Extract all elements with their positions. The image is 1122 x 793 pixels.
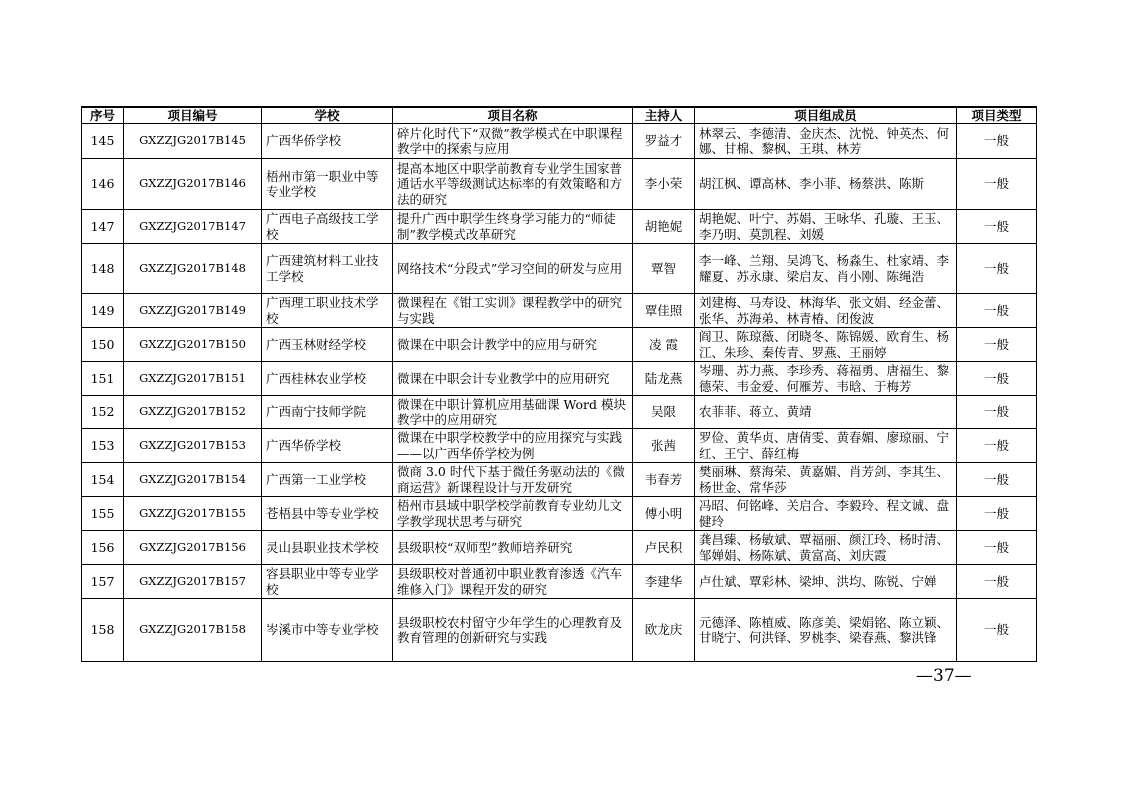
page-number: —37— (916, 666, 972, 686)
cell-school: 广西理工职业技术学校 (262, 294, 393, 328)
cell-host: 吴限 (633, 396, 695, 429)
table-row (82, 210, 1037, 244)
cell-index: 149 (82, 294, 124, 328)
cell-members: 卢仕斌、覃彩林、梁坤、洪均、陈锐、宁婵 (695, 565, 957, 599)
cell-project-code: GXZZJG2017B146 (124, 159, 262, 210)
cell-project-name: 微课程在《钳工实训》课程教学中的研究与实践 (393, 294, 633, 328)
cell-project-type: 一般 (957, 362, 1037, 396)
cell-members: 农菲菲、蒋立、黄靖 (695, 396, 957, 429)
cell-host: 覃佳照 (633, 294, 695, 328)
cell-project-name: 网络技术“分段式”学习空间的研发与应用 (393, 244, 633, 294)
table-row (82, 599, 1037, 662)
cell-project-code: GXZZJG2017B155 (124, 497, 262, 531)
cell-school: 广西桂林农业学校 (262, 362, 393, 396)
cell-members: 冯昭、何铭峰、关启合、李毅玲、程文诚、盘健玲 (695, 497, 957, 531)
cell-host: 李小荣 (633, 159, 695, 210)
table-row (82, 565, 1037, 599)
cell-index: 158 (82, 599, 124, 662)
cell-members: 胡艳妮、叶宁、苏娟、王咏华、孔璇、王玉、李乃明、莫凯程、刘媛 (695, 210, 957, 244)
cell-project-type: 一般 (957, 497, 1037, 531)
cell-project-code: GXZZJG2017B153 (124, 429, 262, 463)
cell-project-type: 一般 (957, 599, 1037, 662)
table-row (82, 328, 1037, 362)
cell-project-name: 梧州市县域中职学校学前教育专业幼儿文学教学现状思考与研究 (393, 497, 633, 531)
cell-school: 岑溪市中等专业学校 (262, 599, 393, 662)
table-row (82, 124, 1037, 159)
header-members: 项目组成员 (695, 107, 957, 124)
cell-index: 157 (82, 565, 124, 599)
cell-project-type: 一般 (957, 429, 1037, 463)
header-host: 主持人 (633, 107, 695, 124)
table-row (82, 294, 1037, 328)
cell-index: 153 (82, 429, 124, 463)
cell-index: 146 (82, 159, 124, 210)
table-body (82, 124, 1037, 662)
cell-school: 灵山县职业技术学校 (262, 531, 393, 565)
cell-members: 李一峰、兰翔、吴鸿飞、杨淼生、杜家靖、李耀夏、苏永康、梁启友、肖小刚、陈绳浩 (695, 244, 957, 294)
cell-project-name: 提高本地区中职学前教育专业学生国家普通话水平等级测试达标率的有效策略和方法的研究 (393, 159, 633, 210)
cell-host: 傅小明 (633, 497, 695, 531)
cell-project-code: GXZZJG2017B154 (124, 463, 262, 497)
cell-project-type: 一般 (957, 396, 1037, 429)
cell-members: 罗俭、黄华贞、唐倩雯、黄春媚、廖琼丽、宁红、王宁、薛红梅 (695, 429, 957, 463)
cell-project-name: 提升广西中职学生终身学习能力的“师徒制”教学模式改革研究 (393, 210, 633, 244)
cell-members: 岑珊、苏力燕、李珍秀、蒋福勇、唐福生、黎德荣、韦金爱、何雁芳、韦晗、于梅芳 (695, 362, 957, 396)
cell-host: 韦春芳 (633, 463, 695, 497)
header-project-code: 项目编号 (124, 107, 262, 124)
cell-index: 156 (82, 531, 124, 565)
cell-host: 卢民积 (633, 531, 695, 565)
cell-project-code: GXZZJG2017B156 (124, 531, 262, 565)
cell-project-code: GXZZJG2017B158 (124, 599, 262, 662)
table-header (82, 107, 1037, 124)
header-school: 学校 (262, 107, 393, 124)
project-list-table (81, 106, 1037, 662)
table-row (82, 396, 1037, 429)
cell-members: 胡江枫、谭高林、李小菲、杨蔡洪、陈斯 (695, 159, 957, 210)
cell-project-type: 一般 (957, 124, 1037, 159)
cell-school: 广西南宁技师学院 (262, 396, 393, 429)
cell-members: 林翠云、李德清、金庆杰、沈悦、钟英杰、何娜、甘棉、黎枫、王琪、林芳 (695, 124, 957, 159)
cell-project-type: 一般 (957, 294, 1037, 328)
table-row (82, 244, 1037, 294)
cell-project-type: 一般 (957, 463, 1037, 497)
cell-index: 152 (82, 396, 124, 429)
header-project-type: 项目类型 (957, 107, 1037, 124)
cell-school: 容县职业中等专业学校 (262, 565, 393, 599)
cell-host: 陆龙燕 (633, 362, 695, 396)
cell-school: 广西建筑材料工业技工学校 (262, 244, 393, 294)
cell-index: 147 (82, 210, 124, 244)
cell-project-name: 微课在中职学校教学中的应用探究与实践——以广西华侨学校为例 (393, 429, 633, 463)
cell-index: 154 (82, 463, 124, 497)
header-row (82, 107, 1037, 124)
cell-index: 150 (82, 328, 124, 362)
header-project-name: 项目名称 (393, 107, 633, 124)
cell-project-type: 一般 (957, 159, 1037, 210)
cell-project-code: GXZZJG2017B150 (124, 328, 262, 362)
cell-members: 龚昌臻、杨敏斌、覃福丽、颜江玲、杨时清、邹婵娟、杨陈斌、黄富高、刘庆霞 (695, 531, 957, 565)
cell-project-name: 微课在中职计算机应用基础课 Word 模块教学中的应用研究 (393, 396, 633, 429)
cell-project-name: 县级职校“双师型”教师培养研究 (393, 531, 633, 565)
cell-index: 151 (82, 362, 124, 396)
table-row (82, 362, 1037, 396)
cell-host: 胡艳妮 (633, 210, 695, 244)
cell-project-code: GXZZJG2017B148 (124, 244, 262, 294)
cell-school: 广西玉林财经学校 (262, 328, 393, 362)
cell-project-name: 县级职校对普通初中职业教育渗透《汽车维修入门》课程开发的研究 (393, 565, 633, 599)
table-row (82, 497, 1037, 531)
cell-project-code: GXZZJG2017B151 (124, 362, 262, 396)
cell-members: 樊丽琳、蔡海荣、黄嘉媚、肖芳剑、李其生、杨世金、常华莎 (695, 463, 957, 497)
cell-school: 广西第一工业学校 (262, 463, 393, 497)
cell-project-type: 一般 (957, 531, 1037, 565)
table-row (82, 429, 1037, 463)
cell-project-type: 一般 (957, 244, 1037, 294)
cell-host: 凌 霞 (633, 328, 695, 362)
cell-school: 广西电子高级技工学校 (262, 210, 393, 244)
cell-project-code: GXZZJG2017B152 (124, 396, 262, 429)
cell-school: 广西华侨学校 (262, 429, 393, 463)
cell-host: 欧龙庆 (633, 599, 695, 662)
cell-school: 广西华侨学校 (262, 124, 393, 159)
cell-host: 李建华 (633, 565, 695, 599)
cell-host: 罗益才 (633, 124, 695, 159)
cell-school: 苍梧县中等专业学校 (262, 497, 393, 531)
cell-members: 刘建梅、马寿设、林海华、张文娟、经金蕾、张华、苏海弟、林青椿、闭俊波 (695, 294, 957, 328)
header-index: 序号 (82, 107, 124, 124)
cell-members: 元德泽、陈植威、陈彦美、梁娟铭、陈立颖、甘晓宁、何洪铎、罗桃李、梁春燕、黎洪锋 (695, 599, 957, 662)
cell-project-name: 碎片化时代下“双微”教学模式在中职课程教学中的探索与应用 (393, 124, 633, 159)
cell-project-code: GXZZJG2017B157 (124, 565, 262, 599)
table-row (82, 159, 1037, 210)
cell-project-name: 微课在中职会计专业教学中的应用研究 (393, 362, 633, 396)
table-row (82, 531, 1037, 565)
cell-project-type: 一般 (957, 328, 1037, 362)
cell-project-code: GXZZJG2017B145 (124, 124, 262, 159)
cell-project-name: 微商 3.0 时代下基于微任务驱动法的《微商运营》新课程设计与开发研究 (393, 463, 633, 497)
cell-project-name: 微课在中职会计教学中的应用与研究 (393, 328, 633, 362)
cell-school: 梧州市第一职业中等专业学校 (262, 159, 393, 210)
cell-project-name: 县级职校农村留守少年学生的心理教育及教育管理的创新研究与实践 (393, 599, 633, 662)
cell-project-code: GXZZJG2017B149 (124, 294, 262, 328)
cell-index: 155 (82, 497, 124, 531)
table-row (82, 463, 1037, 497)
cell-members: 阎卫、陈琼薇、闭晓冬、陈锦媛、欧育生、杨江、朱珍、秦传青、罗燕、王丽婷 (695, 328, 957, 362)
cell-index: 148 (82, 244, 124, 294)
cell-project-type: 一般 (957, 565, 1037, 599)
cell-project-code: GXZZJG2017B147 (124, 210, 262, 244)
cell-project-type: 一般 (957, 210, 1037, 244)
cell-host: 覃智 (633, 244, 695, 294)
cell-host: 张茜 (633, 429, 695, 463)
cell-index: 145 (82, 124, 124, 159)
